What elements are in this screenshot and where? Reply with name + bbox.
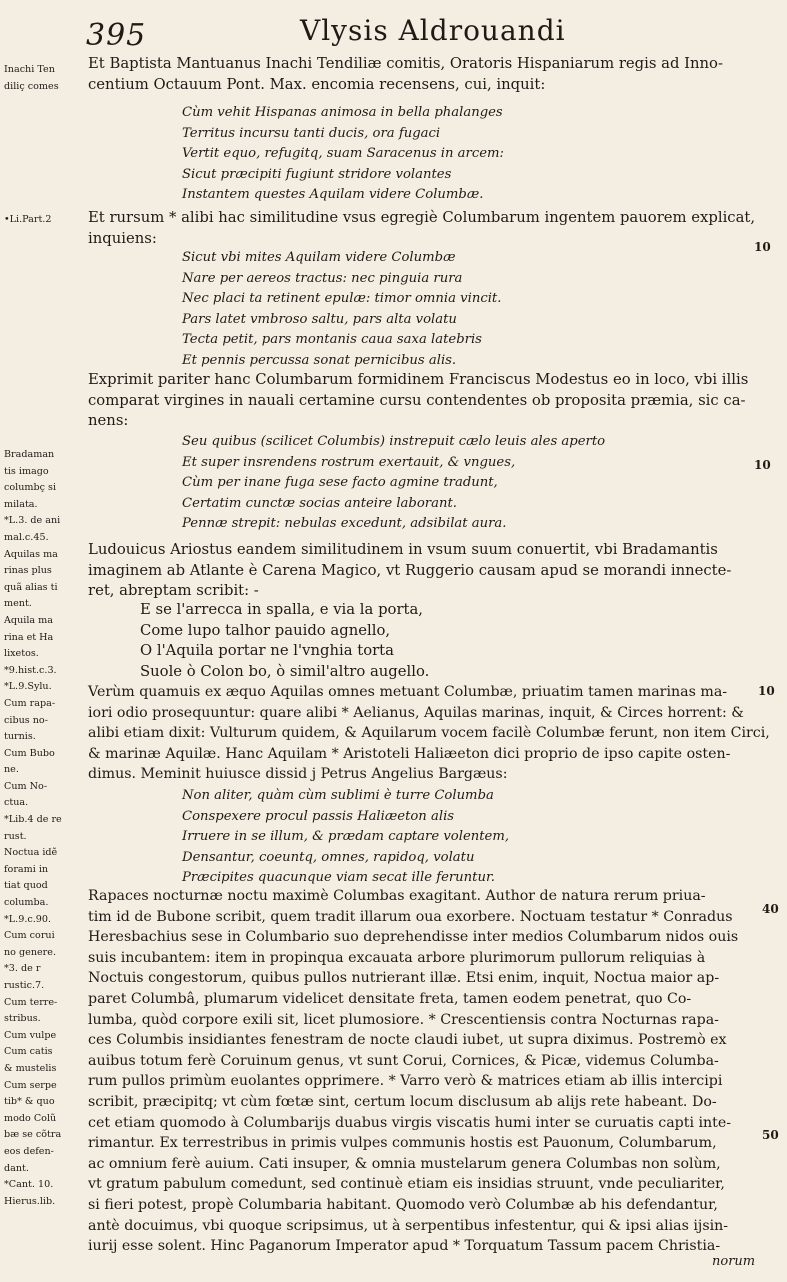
verse-line: Instantem questes Aquilam videre Columbæ.: [182, 187, 484, 202]
verse-line: Sicut vbi mites Aquilam videre Columbæ: [182, 250, 456, 265]
margin-line: *9.hist.c.3.: [4, 664, 57, 676]
margin-line: *L.3. de ani: [4, 515, 61, 527]
text-line: Ludouicus Ariostus eandem similitudinem in vsum suum conuertit, vbi Bradamantis: [88, 541, 718, 558]
margin-line: no genere.: [4, 946, 56, 958]
margin-line: milata.: [4, 498, 38, 510]
text-line: iurij esse solent. Hinc Paganorum Imperator apud * Torquatum Tassum pacem Christia-: [88, 1238, 721, 1255]
margin-line: Bradaman: [4, 449, 55, 460]
catchword: norum: [712, 1254, 756, 1269]
verse-line: Tecta petit, pars montanis caua saxa latebris: [182, 332, 482, 347]
italian-quote: [140, 600, 600, 682]
verse-line: Vertit equo, refugitq, suam Saracenus in arcem:: [182, 146, 504, 161]
margin-line: diliç comes: [4, 80, 59, 92]
text-line: auibus totum ferè Coruinum genus, vt sunt Corui, Cornices, & Picæ, videmus Columba-: [88, 1052, 719, 1069]
margin-line: columbç si: [4, 482, 57, 494]
text-line: lumba, quòd corpore exili sit, licet plumosiore. * Crescentiensis contra Nocturnas rapa-: [88, 1011, 719, 1028]
margin-line: rust.: [4, 830, 27, 842]
margin-line: Cum rapa-: [4, 697, 56, 709]
margin-line: turnis.: [4, 731, 36, 743]
paragraph: [88, 54, 772, 95]
verse-line: Præcipites quacunque viam secat ille feruntur.: [182, 870, 496, 885]
margin-line: Cum catis: [4, 1046, 53, 1058]
text-line: cet etiam quomodo à Columbarijs duabus virgis viscatis humi inter se curuatis capti inte-: [88, 1114, 732, 1131]
margin-line: Cum Bubo: [4, 747, 55, 759]
margin-line: *L.9.Sylu.: [4, 681, 52, 693]
paragraph: [88, 370, 772, 432]
verse-line: Nec placi ta retinent epulæ: timor omnia vincit.: [182, 291, 502, 306]
text-line: paret Columbâ, plumarum videlicet densitate freta, tamen eodem penetrat, quo Co-: [88, 990, 692, 1007]
margin-note-column: [4, 447, 88, 1210]
margin-line: quã alias ti: [4, 581, 58, 593]
page-number: 395: [86, 18, 147, 53]
text-line: comparat virgines in nauali certamine cursu contendentes ob proposita præmia, sic ca-: [88, 391, 746, 409]
verse-line: Certatim cunctæ socias anteire laborant.: [182, 495, 457, 511]
margin-line: forami in: [4, 863, 49, 875]
margin-line: Aquila ma: [4, 614, 53, 626]
text-line: si fieri potest, propè Columbaria habitant. Quomodo verò Columbæ ab his defendantur,: [88, 1196, 718, 1213]
text-line: vt gratum pabulum comedunt, sed continuè etiam eis insidias struunt, vnde peculiariter,: [88, 1176, 725, 1193]
margin-note: [4, 212, 88, 229]
text-line: alibi etiam dixit: Vulturum quidem, & Aquilarum vocem facilè Columbæ ferunt, non item Circi,: [88, 725, 770, 741]
margin-line: ne.: [4, 764, 19, 776]
margin-line: rina et Ha: [4, 631, 54, 643]
margin-note: [4, 62, 88, 95]
text-line: dimus. Meminit huiusce dissid j Petrus Angelius Bargæus:: [88, 766, 508, 782]
text-line: imaginem ab Atlante è Carena Magico, vt Ruggerio causam apud se morandi innecte-: [88, 561, 732, 579]
margin-line: *Cant. 10.: [4, 1179, 54, 1191]
verse-line: Come lupo talhor pauido agnello,: [140, 621, 391, 639]
margin-line: Cum serpe: [4, 1079, 57, 1091]
verse-line: Pennæ strepit: nebulas excedunt, adsibilat aura.: [182, 516, 507, 531]
margin-line: rustic.7.: [4, 980, 45, 991]
verse-line: Et pennis percussa sonat pernicibus alis.: [182, 352, 457, 368]
margin-line: Hierus.lib.: [4, 1195, 56, 1207]
margin-line: tib* & quo: [4, 1096, 55, 1108]
verse-line: Seu quibus (scilicet Columbis) instrepuit cælo leuis ales aperto: [182, 434, 606, 449]
margin-line: cibus no-: [4, 714, 48, 726]
margin-line: Noctua idẽ: [4, 847, 58, 859]
verse-line: Cùm vehit Hispanas animosa in bella phalanges: [182, 105, 503, 120]
verse-quote: [182, 786, 742, 889]
verse-quote: [182, 432, 742, 535]
verse-line: Cùm per inane fuga sese facto agmine tradunt,: [182, 475, 498, 490]
text-line: Noctuis congestorum, quibus pullos nutrierant illæ. Etsi enim, inquit, Noctua maior ap-: [88, 970, 720, 987]
text-line: Exprimit pariter hanc Columbarum formidinem Franciscus Modestus eo in loco, vbi illis: [88, 371, 749, 388]
verse-line: Suole ò Colon bo, ò simil'altro augello.: [140, 662, 430, 680]
margin-line: modo Colũ: [4, 1112, 57, 1124]
margin-line: *L.9.c.90.: [4, 913, 52, 925]
text-line: & marinæ Aquilæ. Hanc Aquilam * Aristoteli Haliæeton dici proprio de ipso capite osten-: [88, 745, 731, 762]
text-line: antè docuimus, vbi quoque scripsimus, ut à serpentibus infestentur, qui & ipsi alias ijsin-: [88, 1217, 729, 1234]
line-number: 10: [754, 240, 771, 254]
verse-line: Non aliter, quàm cùm sublimi è turre Columba: [182, 788, 494, 803]
line-number: 50: [762, 1128, 779, 1142]
text-line: Rapaces nocturnæ noctu maximè Columbas exagitant. Author de natura rerum priua-: [88, 888, 706, 904]
text-line: Et rursum * alibi hac similitudine vsus egregiè Columbarum ingentem pauorem explicat,: [88, 209, 756, 226]
paragraph: [88, 540, 772, 602]
text-line: rum pullos primùm euolantes opprimere. * Varro verò & matrices etiam ab illis intercipi: [88, 1073, 723, 1090]
verse-line: Pars latet vmbroso saltu, pars alta volatu: [182, 311, 457, 327]
verse-quote: [182, 103, 742, 206]
text-line: Heresbachius sese in Columbario suo deprehendisse inter medios Columbarum nidos ouis: [88, 929, 739, 946]
paragraph: [88, 886, 772, 1257]
text-line: inquiens:: [88, 229, 157, 247]
margin-line: ctua.: [4, 797, 29, 809]
line-number: 40: [762, 902, 779, 916]
text-line: rimantur. Ex terrestribus in primis vulpes communis hostis est Pauonum, Columbarum,: [88, 1135, 717, 1152]
margin-line: ment.: [4, 598, 32, 610]
margin-line: tiat quod: [4, 880, 48, 892]
text-line: scribit, præcipitq; vt cùm fœtæ sint, certum locum disclusum ab alijs rete habeant. Do-: [88, 1093, 717, 1110]
text-line: centium Octauum Pont. Max. encomia recensens, cui, inquit:: [88, 75, 546, 93]
margin-line: mal.c.45.: [4, 531, 49, 543]
line-number: 10: [758, 684, 775, 698]
margin-line: columba.: [4, 897, 49, 909]
verse-line: Irruere in se illum, & prædam captare volentem,: [182, 829, 510, 844]
verse-line: E se l'arrecca in spalla, e via la porta,: [140, 601, 423, 618]
verse-line: Nare per aereos tractus: nec pinguia rura: [182, 270, 463, 286]
margin-line: Aquilas ma: [4, 548, 58, 560]
verse-line: Et super insrendens rostrum exertauit, & vngues,: [182, 454, 516, 470]
margin-line: Cum No-: [4, 780, 48, 792]
paragraph: [88, 682, 772, 785]
margin-line: *3. de r: [4, 963, 41, 975]
text-line: nens:: [88, 412, 129, 429]
paragraph: [88, 208, 772, 249]
margin-line: eos defen-: [4, 1145, 54, 1157]
verse-line: Densantur, coeuntq, omnes, rapidoq, volatu: [182, 849, 475, 865]
margin-line: lixetos.: [4, 648, 39, 660]
text-line: iori odio prosequuntur: quare alibi * Aelianus, Aquilas marinas, inquit, & Circes horrent: &: [88, 704, 744, 721]
running-head: Vlysis Aldrouandi: [300, 14, 566, 47]
text-line: Et Baptista Mantuanus Inachi Tendiliæ comitis, Oratoris Hispaniarum regis ad Inno-: [88, 55, 723, 72]
verse-line: O l'Aquila portar ne l'vnghia torta: [140, 642, 394, 659]
margin-line: dant.: [4, 1162, 29, 1174]
text-line: tim id de Bubone scribit, quem tradit illarum oua exorbere. Noctuam testatur * Conradus: [88, 908, 733, 925]
margin-line: •Li.Part.2: [4, 214, 52, 225]
margin-line: *Lib.4 de re: [4, 814, 62, 826]
margin-line: Cum vulpe: [4, 1029, 57, 1041]
line-number: 10: [754, 458, 771, 472]
margin-line: stribus.: [4, 1013, 41, 1025]
verse-line: Sicut præcipiti fugiunt stridore volantes: [182, 166, 452, 182]
margin-line: & mustelis: [4, 1062, 57, 1074]
margin-line: bæ se cõtra: [4, 1129, 62, 1141]
text-line: suis incubantem: item in propinqua excauata arbore plurimorum pullorum reliquias à: [88, 949, 706, 966]
margin-line: Cum terre-: [4, 996, 58, 1008]
margin-line: rinas plus: [4, 565, 52, 577]
verse-line: Conspexere procul passis Haliæeton alis: [182, 808, 455, 824]
text-line: ces Columbis insidiantes fenestram de nocte claudi iubet, ut supra diximus. Postremò ex: [88, 1032, 727, 1049]
text-line: ret, abreptam scribit: -: [88, 582, 259, 599]
margin-line: tis imago: [4, 465, 49, 477]
margin-line: Cum corui: [4, 930, 55, 942]
margin-line: Inachi Ten: [4, 64, 55, 75]
text-line: ac omnium ferè auium. Cati insuper, & omnia mustelarum genera Columbas non solùm,: [88, 1155, 721, 1172]
verse-line: Territus incursu tanti ducis, ora fugaci: [182, 125, 441, 141]
text-line: Verùm quamuis ex æquo Aquilas omnes metuant Columbæ, priuatim tamen marinas ma-: [88, 684, 728, 700]
verse-quote: [182, 248, 742, 371]
